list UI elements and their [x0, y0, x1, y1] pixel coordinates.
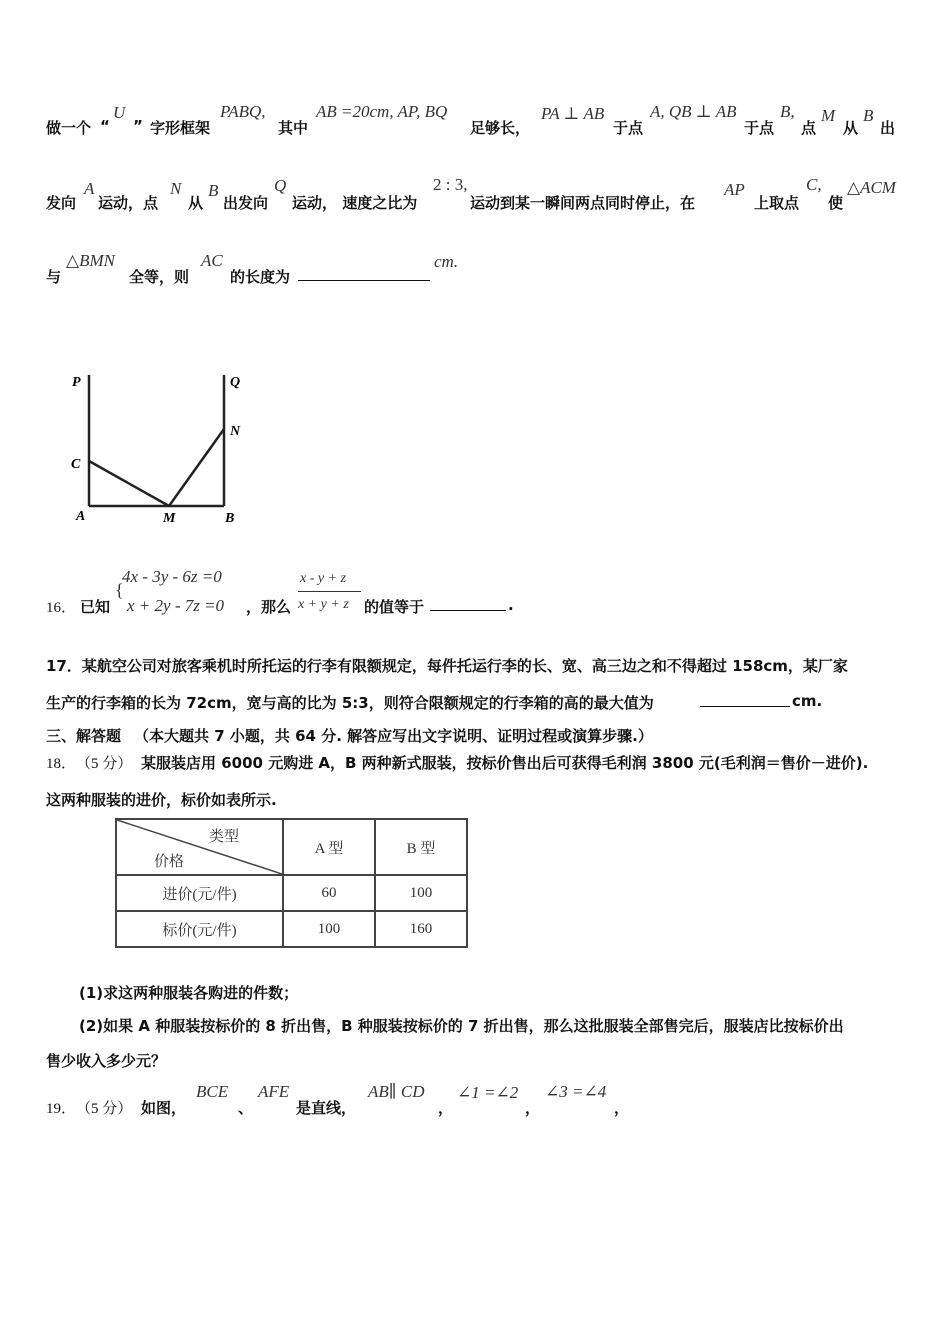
q15-text: 与 [46, 268, 62, 286]
answer-blank [700, 692, 790, 707]
q16-text: ，那么 [246, 598, 292, 616]
question-score: （5 分） [76, 1101, 133, 1117]
math-ratio: 2 : 3, [433, 175, 468, 194]
fraction-numerator: x - y + z [300, 571, 346, 586]
q15-text: 出发向 [223, 194, 269, 212]
label-N: N [230, 424, 241, 439]
q15-text: 运动， 速度之比为 [292, 194, 418, 212]
q15-text: 上取点 [754, 194, 800, 212]
math-C: C, [806, 175, 822, 194]
math-AC: AC [201, 251, 223, 270]
q18-sub2: (2)如果 A 种服装按标价的 8 折出售，B 种服装按标价的 7 折出售，那么这批服装全部售完后，服装店比按标价出 [79, 1017, 844, 1035]
q15-text: 全等，则 [129, 268, 190, 286]
table-row [116, 911, 467, 947]
table-cell: 100 [375, 875, 467, 911]
q19-text: ， [525, 1099, 541, 1117]
math-B: B, [780, 102, 795, 121]
math-Q: Q [274, 176, 287, 195]
q17-unit: cm. [792, 692, 823, 710]
table-cell: 进价(元/件) [116, 875, 283, 911]
fraction-denominator: x + y + z [298, 597, 349, 612]
quote-close: ” [133, 117, 143, 135]
q15-text: 的长度为 [230, 268, 291, 286]
math-QB-perp-AB: A, QB ⊥ AB [650, 102, 737, 121]
math-B: B [208, 181, 219, 200]
math-AB-length: AB =20cm, AP, BQ [316, 102, 448, 121]
answer-blank [298, 266, 430, 281]
q15-text: 点 [801, 119, 817, 137]
q16-text: 已知 [80, 598, 111, 616]
q15-text: 出 [880, 119, 896, 137]
segment-MN [169, 429, 224, 506]
math-angle3-eq-angle4: ∠3 =∠4 [545, 1082, 607, 1101]
math-triangle-ACM: △ACM [847, 178, 896, 197]
table-cell: 60 [283, 875, 375, 911]
system-brace: { [115, 580, 124, 600]
segment-CM [89, 461, 169, 506]
question-number: 19． [46, 1101, 77, 1117]
math-cm: cm. [434, 252, 459, 271]
q18-sub1: (1)求这两种服装各购进的件数； [79, 984, 299, 1002]
math-AB-parallel-CD: AB∥ CD [368, 1082, 425, 1101]
equation-2: x + 2y - 7z =0 [127, 596, 225, 615]
math-M: M [821, 106, 836, 125]
q18-line2: 这两种服装的进价，标价如表所示. [46, 791, 277, 809]
q15-text: 足够长， [470, 119, 531, 137]
table-header-cell: A 型 [283, 819, 375, 875]
label-Q: Q [230, 375, 241, 390]
section-title: 三、解答题 [46, 727, 122, 745]
corner-price-label: 价格 [154, 854, 185, 870]
q15-text: 使 [828, 194, 844, 212]
math-AFE: AFE [258, 1082, 290, 1101]
table-cell: 100 [283, 911, 375, 947]
label-C: C [71, 457, 81, 472]
q17-line2: 生产的行李箱的长为 72cm，宽与高的比为 5:3，则符合限额规定的行李箱的高的最大值为 [46, 694, 654, 712]
table-cell: 标价(元/件) [116, 911, 283, 947]
answer-blank [430, 596, 506, 611]
math-BCE: BCE [196, 1082, 229, 1101]
math-A: A [84, 179, 95, 198]
q15-text: 于点 [744, 119, 775, 137]
q18-sub2-cont: 售少收入多少元？ [46, 1052, 167, 1070]
math-angle1-eq-angle2: ∠1 =∠2 [457, 1083, 519, 1102]
q19-text: ， [438, 1099, 454, 1117]
q16-text: 的值等于 [364, 598, 425, 616]
q18-line1: 某服装店用 6000 元购进 A，B 两种新式服装，按标价售出后可获得毛利润 3800 元(毛利润＝售价－进价). [141, 754, 869, 772]
math-PA-perp-AB: PA ⊥ AB [541, 104, 605, 123]
q15-text: 于点 [613, 119, 644, 137]
table-cell: 160 [375, 911, 467, 947]
label-B: B [225, 511, 235, 526]
label-M: M [163, 511, 176, 526]
math-PABQ: PABQ, [220, 102, 266, 121]
q16-text: . [508, 596, 514, 614]
table-header-cell: B 型 [375, 819, 467, 875]
table-row [116, 875, 467, 911]
section-note: （本大题共 7 小题，共 64 分. 解答应写出文字说明、证明过程或演算步骤.） [134, 727, 653, 745]
q15-text: 从 [188, 194, 204, 212]
math-AP: AP [724, 180, 745, 199]
fraction-bar [298, 591, 361, 592]
math-N: N [170, 179, 182, 198]
question-number: 18． [46, 756, 77, 772]
q15-text: 从 [843, 119, 859, 137]
math-U: U [113, 103, 126, 122]
equation-1: 4x - 3y - 6z =0 [122, 567, 222, 586]
q19-text: ， [614, 1099, 630, 1117]
q19-text: 如图， [141, 1099, 187, 1117]
q15-text: 做一个 [46, 119, 92, 137]
corner-type-label: 类型 [209, 829, 240, 845]
q19-text: 、 [238, 1099, 254, 1117]
label-P: P [72, 375, 81, 390]
q17-line1: 17．某航空公司对旅客乘机时所托运的行李有限额规定，每件托运行李的长、宽、高三边之和不得超过 158cm，某厂家 [46, 657, 848, 675]
q15-text: 运动到某一瞬间两点同时停止，在 [470, 194, 696, 212]
math-triangle-BMN: △BMN [66, 251, 115, 270]
q15-text: 字形框架 [150, 119, 211, 137]
q15-text: 运动，点 [98, 194, 159, 212]
label-A: A [76, 509, 86, 524]
q15-text: 其中 [278, 119, 309, 137]
table-corner-cell [116, 819, 283, 875]
geometry-figure [60, 365, 260, 530]
question-score: （5 分） [76, 756, 133, 772]
price-table [115, 818, 468, 948]
quote-open: “ [100, 117, 110, 135]
q15-text: 发向 [46, 194, 77, 212]
question-number: 16． [46, 600, 77, 616]
q19-text: 是直线， [296, 1099, 357, 1117]
table-header-row [116, 819, 467, 875]
math-B: B [863, 106, 874, 125]
